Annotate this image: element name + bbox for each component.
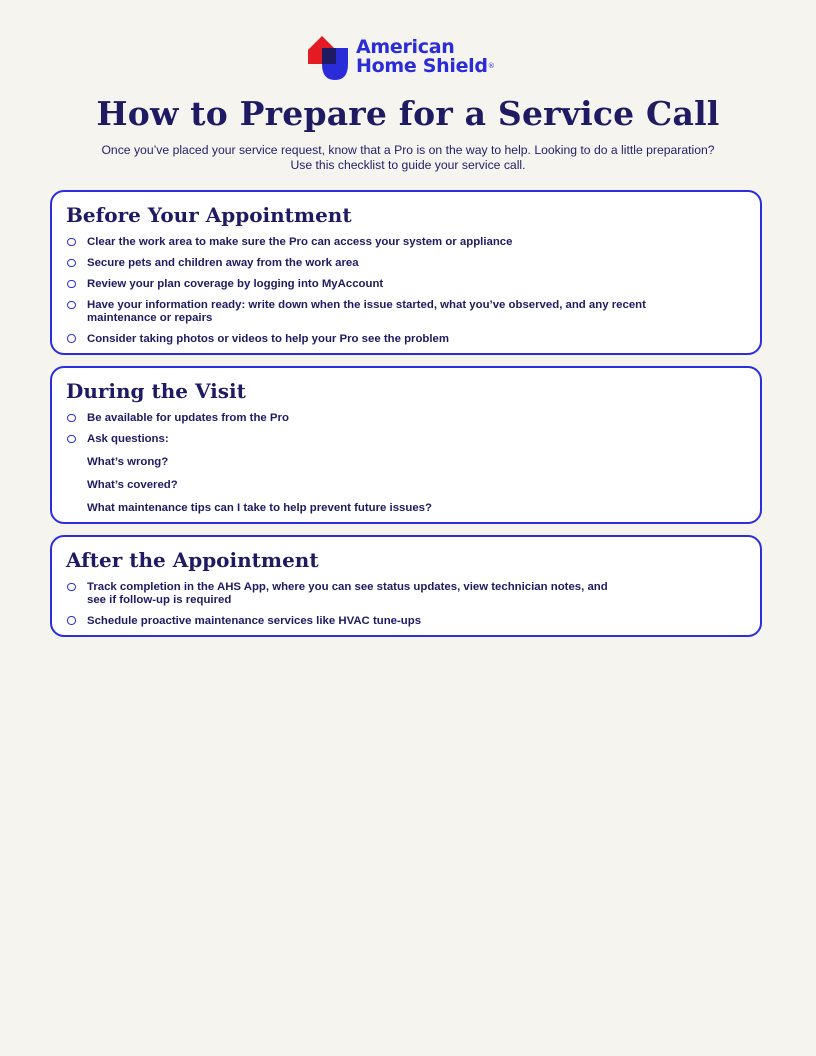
brand-logo — [308, 34, 494, 80]
page-title: How to Prepare for a Service Call — [96, 94, 720, 133]
checklist-item — [66, 278, 744, 291]
question-item: What maintenance tips can I take to help prevent future issues? — [87, 502, 432, 514]
checklist-item-text: Schedule proactive maintenance services like HVAC tune-ups — [87, 614, 422, 627]
checklist-item-text: Track completion in the AHS App, where you can see status updates, view technician notes, and see if follow-up is required — [87, 581, 608, 606]
bullet-circle-icon — [67, 616, 76, 625]
checklist-item — [66, 412, 744, 425]
registered-mark: ® — [487, 62, 495, 70]
checklist-item — [66, 299, 697, 324]
bullet-circle-icon — [67, 435, 76, 444]
bullet-circle-icon — [67, 238, 76, 247]
checklist-item-text: Have your information ready: write down when the issue started, what you’ve observed, and any recent maintenance or repairs — [87, 299, 646, 324]
bullet-circle-icon — [67, 334, 76, 343]
intro-line1: Once you’ve placed your service request, know that a Pro is on the way to help. Looking to do a little preparation? — [101, 143, 715, 157]
checklist-item-text: Be available for updates from the Pro — [87, 412, 289, 424]
brand-name-line2: Home Shield — [356, 55, 488, 77]
brand-name-line1: American — [356, 36, 455, 58]
checklist-item — [66, 333, 744, 346]
checklist-item — [66, 615, 744, 628]
checklist-item-text: Clear the work area to make sure the Pro can access your system or appliance — [87, 236, 513, 248]
checklist-item — [66, 257, 744, 270]
section-title: Before Your Appointment — [66, 203, 352, 227]
checklist-item-text: Secure pets and children away from the work area — [87, 257, 359, 269]
checklist-item — [66, 433, 744, 446]
section-title: During the Visit — [66, 379, 246, 403]
intro-line2: Use this checklist to guide your service call. — [290, 158, 526, 172]
bullet-circle-icon — [67, 301, 76, 310]
section-after-appointment — [50, 535, 762, 637]
question-item: What’s wrong? — [87, 456, 169, 468]
house-shield-icon — [308, 34, 350, 80]
section-before-appointment — [50, 190, 762, 355]
checklist-item-text: Ask questions: — [87, 433, 169, 445]
checklist-item-text: Consider taking photos or videos to help your Pro see the problem — [87, 332, 450, 345]
bullet-circle-icon — [67, 414, 76, 423]
brand-wordmark — [356, 38, 494, 76]
checklist-item — [66, 581, 627, 606]
checklist-item — [66, 236, 744, 249]
bullet-circle-icon — [67, 280, 76, 289]
intro-text — [60, 143, 756, 173]
bullet-circle-icon — [67, 583, 76, 592]
question-item: What’s covered? — [87, 479, 178, 491]
section-during-visit — [50, 366, 762, 524]
checklist-item-text: Review your plan coverage by logging into MyAccount — [87, 278, 384, 290]
section-title: After the Appointment — [66, 548, 319, 572]
bullet-circle-icon — [67, 259, 76, 268]
